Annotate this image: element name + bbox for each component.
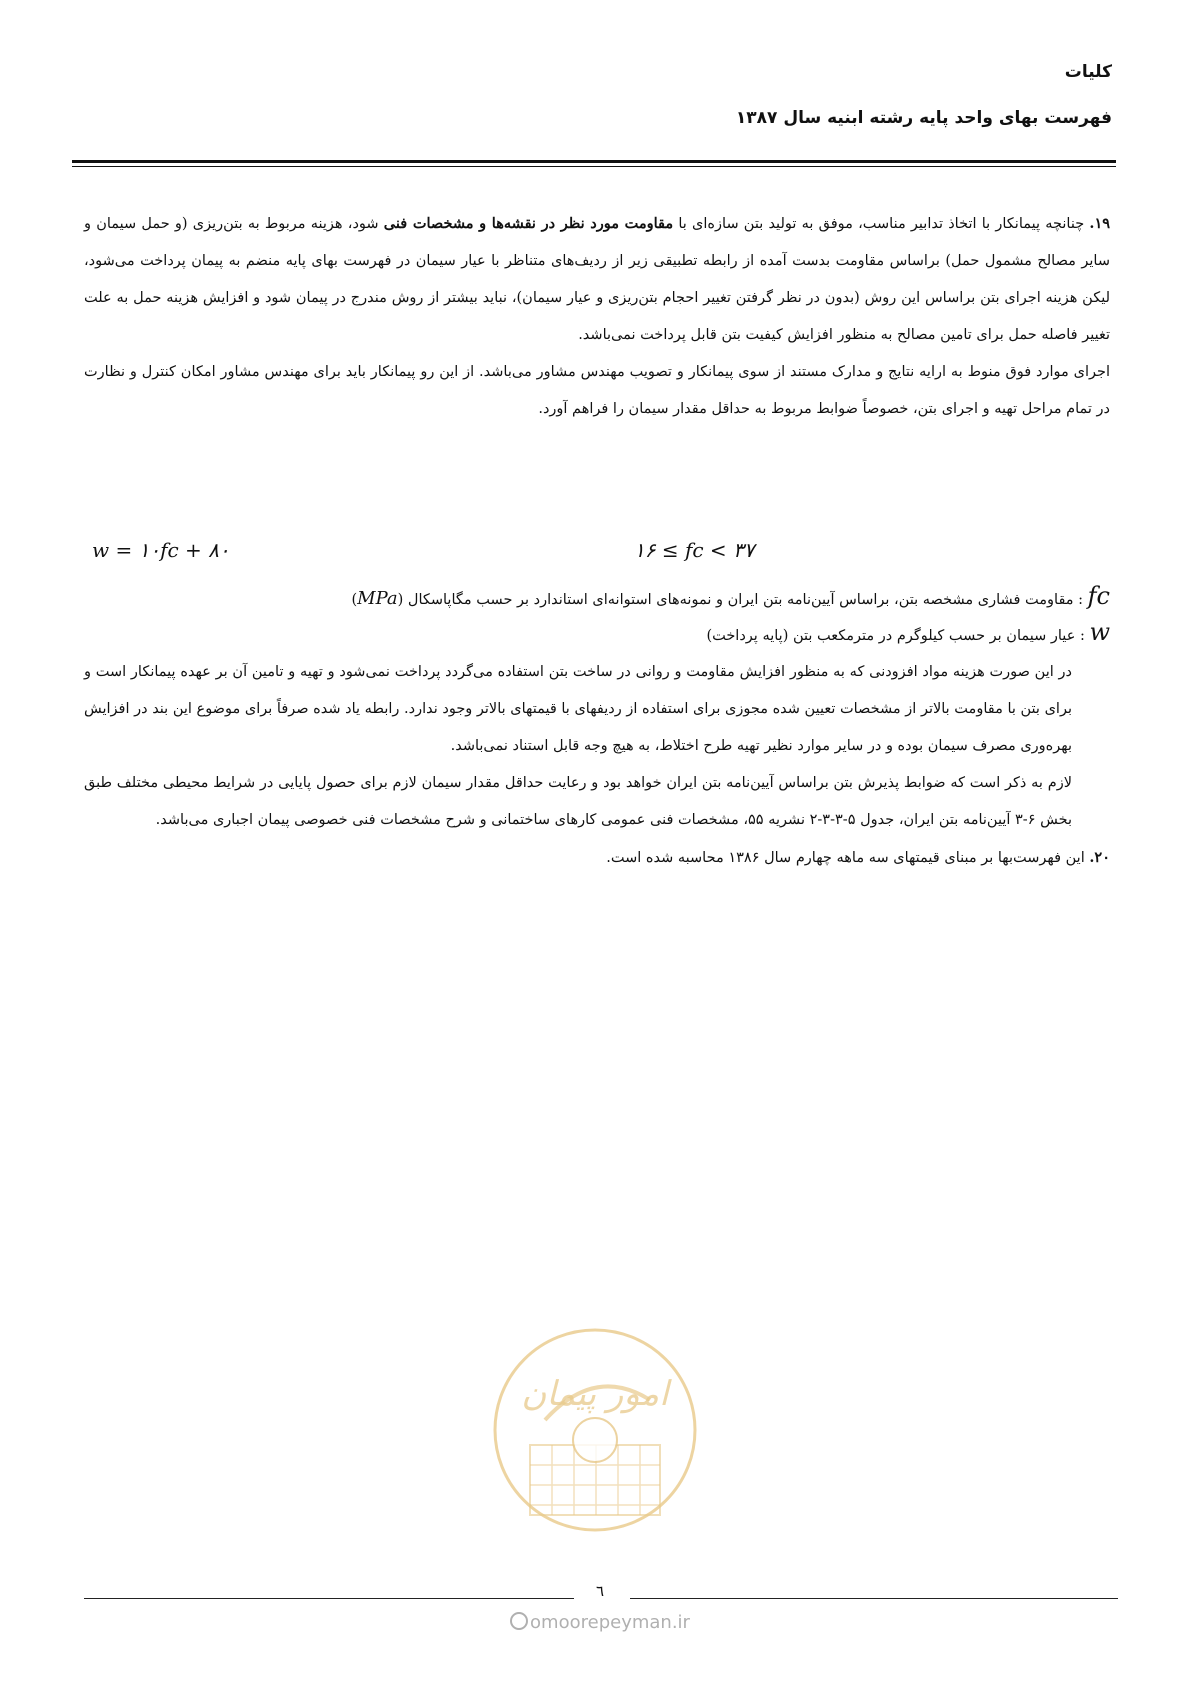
durability-paragraph: لازم به ذکر است که ضوابط پذیرش بتن براساس آیین‌نامه بتن ایران خواهد بود و رعایت حداقل مقدار سیمان لازم برای حصول پایایی در شرایط محیطی مختلف طبق بخش ۶-۳ آیین‌نامه بتن ایران، جدول ۵-۳-۳-۲ نشریه ۵۵، مشخصات فنی عمومی کارهای ساختمانی و شرح مشخصات فنی خصوصی پیمان اجباری می‌باشد. xyxy=(84,775,1072,828)
paragraphs-block xyxy=(84,654,1110,877)
website-text: omoorepeyman.ir xyxy=(530,1612,690,1633)
w-definition xyxy=(84,618,1110,646)
additives-paragraph: در این صورت هزینه مواد افزودنی که به منظور افزایش مقاومت و روانی در ساخت بتن استفاده می‌گردد پرداخت نمی‌شود و تهیه و تامین آن بر عهده پیمانکار است و برای بتن با مقاومت بالاتر از مشخصات تعیین شده مجوزی برای استفاده از ردیفهای با قیمتهای بالاتر وجود ندارد. رابطه یاد شده صرفاً برای موضوع این بند در افزایش بهره‌وری مصرف سیمان بوده و در سایر موارد نظیر تهیه طرح اختلاط، به هیچ وجه قابل استناد نمی‌باشد. xyxy=(84,664,1072,754)
item-19-block xyxy=(84,205,1110,428)
section-title: کلیات xyxy=(1064,62,1112,82)
item-20-text: این فهرست‌بها بر مبنای قیمتهای سه ماهه چهارم سال ۱۳۸۶ محاسبه شده است. xyxy=(606,850,1085,866)
header-rule-thick xyxy=(72,160,1116,163)
equation-row xyxy=(84,538,1110,572)
item-19-paragraph xyxy=(84,205,1110,354)
strength-range: ۱۶ ≤ fc < ۳۷ xyxy=(634,538,755,562)
w-symbol: w xyxy=(1089,618,1110,646)
cement-formula: w = ۱۰fc + ۸۰ xyxy=(92,538,230,562)
fc-definition: fc : مقاومت فشاری مشخصه بتن، براساس آیین‌نامه بتن ایران و نمونه‌های استوانه‌ای استاندارد بر حسب مگاپاسکال (MPa) xyxy=(351,582,1110,610)
item-19-text-a: چنانچه پیمانکار با اتخاذ تدابیر مناسب، موفق به تولید بتن سازه‌ای با xyxy=(678,216,1085,232)
page-number: ٦ xyxy=(595,1582,605,1600)
footer-rule-left xyxy=(84,1598,574,1599)
item-19-paragraph-2: اجرای موارد فوق منوط به ارایه نتایج و مدارک مستند از سوی پیمانکار و تصویب مهندس مشاور می‌باشد. از این رو پیمانکار باید برای مهندس مشاور امکان کنترل و نظارت در تمام مراحل تهیه و اجرای بتن، خصوصاً ضوابط مربوط به حداقل مقدار سیمان را فراهم آورد. xyxy=(84,364,1110,417)
w-definition-text: : عیار سیمان بر حسب کیلوگرم در مترمکعب بتن (پایه پرداخت) xyxy=(706,628,1085,644)
website-watermark xyxy=(495,1612,705,1633)
header-rule-thin xyxy=(72,166,1116,167)
fc-symbol: fc xyxy=(1087,582,1110,610)
footer-rule-right xyxy=(630,1598,1118,1599)
fc-definition-text: : مقاومت فشاری مشخصه بتن، براساس آیین‌نامه بتن ایران و نمونه‌های استوانه‌ای استاندارد بر حسب مگاپاسکال ( xyxy=(397,592,1084,608)
item-19-text-b: شود، هزینه مربوط به بتن‌ریزی (و حمل سیمان و سایر مصالح مشمول حمل) براساس مقاومت بدست آمده از رابطه تطبیقی زیر از ردیف‌های متناظر با عیار سیمان در فهرست بهای پایه منضم به پیمان پرداخت می‌شود، لیکن هزینه اجرای بتن براساس این روش (بدون در نظر گرفتن تغییر احجام بتن‌ریزی و عیار سیمان)، نباید بیشتر از روش مندرج در پیمان شود و افزایش هزینه حمل به علت تغییر فاصله حمل برای تامین مصالح به منظور افزایش کیفیت بتن قابل پرداخت نمی‌باشد. xyxy=(84,216,1110,343)
item-20-number: ۲۰. xyxy=(1089,849,1110,866)
watermark-logo-icon xyxy=(490,1325,700,1535)
item-20-paragraph xyxy=(84,839,1110,877)
item-19-text-bold: مقاومت مورد نظر در نقشه‌ها و مشخصات فنی xyxy=(383,215,674,232)
logo-text: امور پیمان xyxy=(521,1374,669,1414)
item-19-number: ۱۹. xyxy=(1089,215,1111,232)
document-subtitle: فهرست بهای واحد پایه رشته ابنیه سال ۱۳۸۷ xyxy=(735,108,1112,128)
fc-unit: MPa xyxy=(357,588,398,609)
at-icon xyxy=(510,1612,528,1630)
